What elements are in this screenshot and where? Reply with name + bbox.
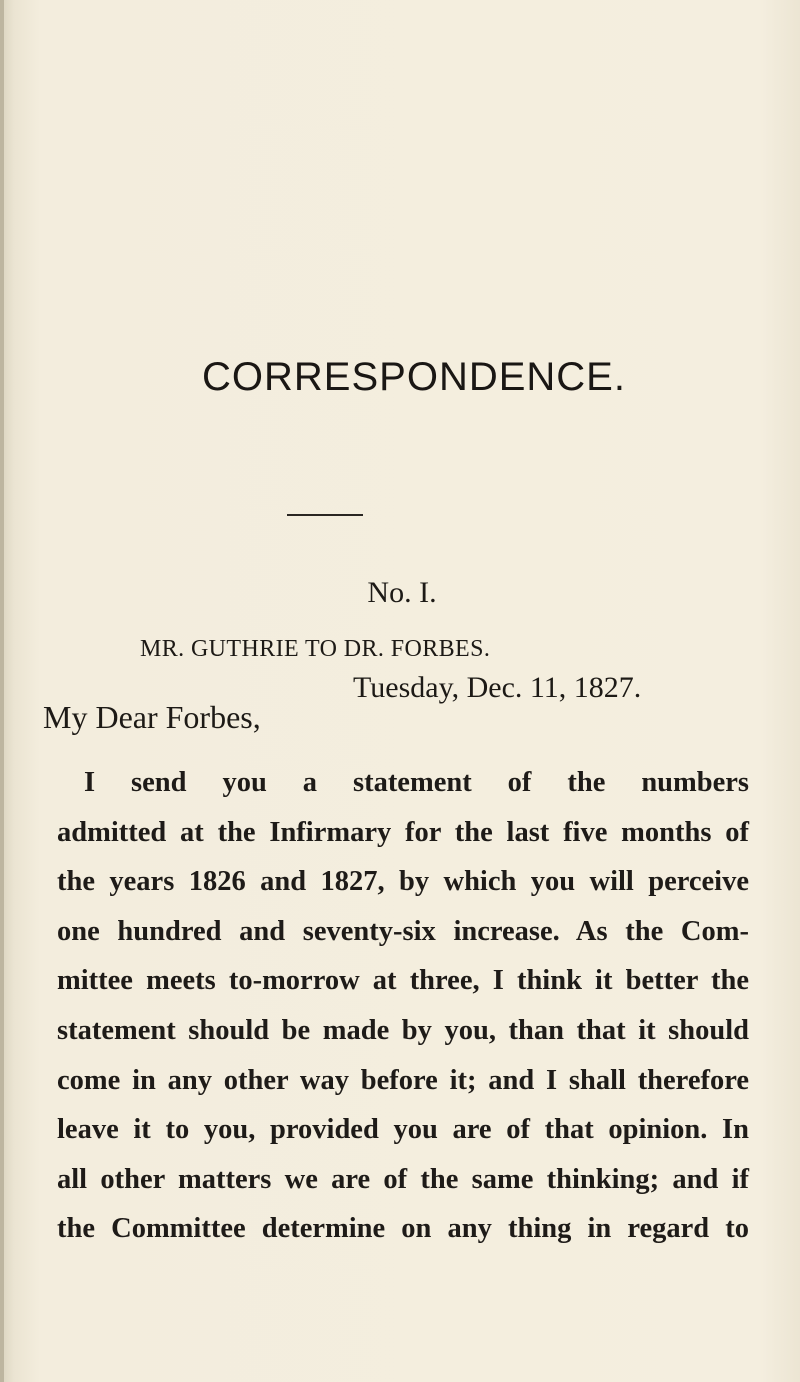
- heading-rule: [287, 514, 363, 516]
- body-line: admitted at the Infirmary for the last five months of: [57, 816, 749, 848]
- body-line: statement should be made by you, than that it should: [57, 1014, 749, 1046]
- letter-title: MR. GUTHRIE TO DR. FORBES.: [140, 636, 491, 662]
- letter-number: No. I.: [367, 576, 437, 609]
- body-line: one hundred and seventy-six increase. As the Com-: [57, 915, 749, 947]
- body-line: the Committee determine on any thing in regard to: [57, 1213, 749, 1245]
- body-line: leave it to you, provided you are of that opinion. In: [57, 1114, 749, 1146]
- letter-salutation: My Dear Forbes,: [43, 699, 261, 735]
- letter-body: [57, 758, 749, 1254]
- body-line: I send you a statement of the numbers: [84, 767, 749, 798]
- body-line: the years 1826 and 1827, by which you will perceive: [57, 866, 749, 898]
- section-heading: CORRESPONDENCE.: [202, 355, 626, 399]
- letter-dateline: Tuesday, Dec. 11, 1827.: [353, 671, 642, 704]
- page-binding-edge: [0, 0, 4, 1382]
- body-line: all other matters we are of the same thinking; and if: [57, 1163, 749, 1195]
- body-line: come in any other way before it; and I shall therefore: [57, 1064, 749, 1096]
- body-line: mittee meets to-morrow at three, I think it better the: [57, 965, 749, 997]
